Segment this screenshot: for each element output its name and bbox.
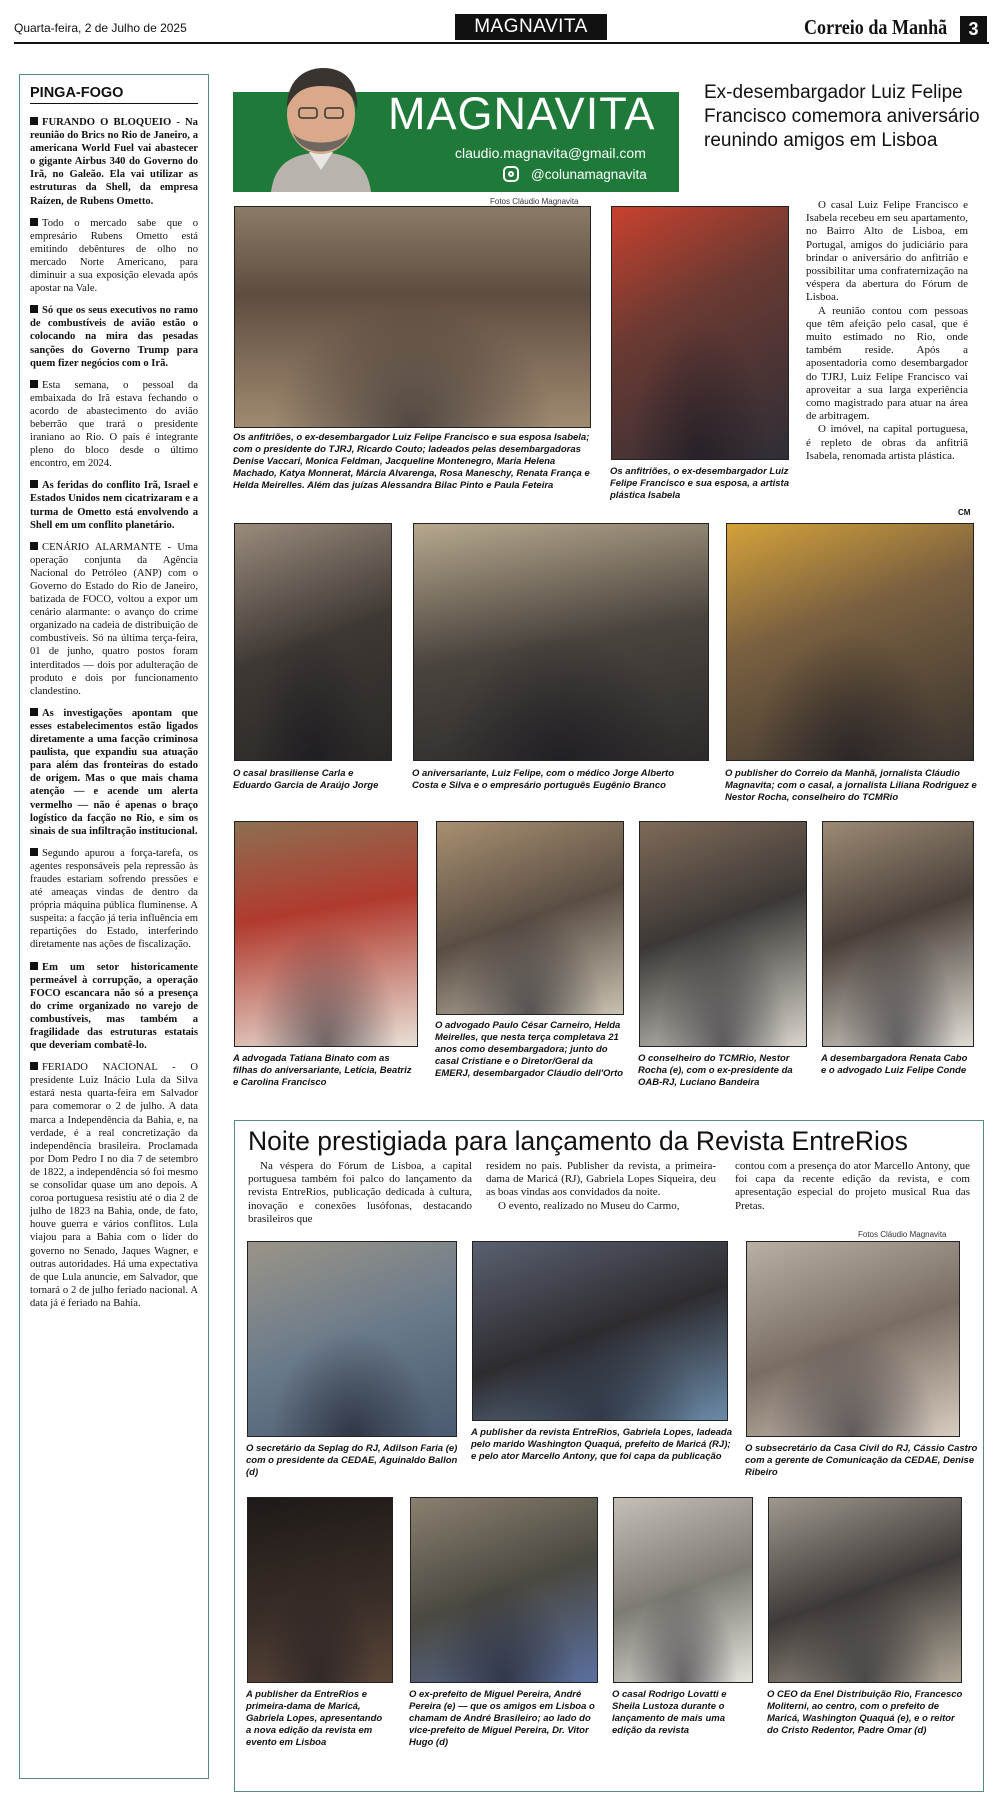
instagram-icon xyxy=(503,166,519,182)
caption-couple-carla-eduardo: O casal brasiliense Carla e Eduardo Garcia de Araújo Jorge xyxy=(233,768,379,791)
story1-paragraph: A reunião contou com pessoas que têm afeição pelo casal, que é muito estimado no Rio, onde também reside. Após a aposentadoria como desembargador do TJRJ, Luiz Felipe Francisco vai aproveitar a sua larga experiência como magistrado para atuar na área de arbitragem. xyxy=(806,304,968,423)
banner-email[interactable]: claudio.magnavita@gmail.com xyxy=(455,145,646,161)
caption-adilson-aguinaldo: O secretário da Seplag do RJ, Adilson Faria (e) com o presidente da CEDAE, Aguinaldo Ballon (d) xyxy=(246,1443,458,1478)
pinga-fogo-text: Em um setor historicamente permeável à corrupção, a operação FOCO escancara não só a presença do crime organizado no varejo de combustíveis, mas também a fragilidade das estruturas estatais que deveriam combatê-lo. xyxy=(30,961,198,1052)
bullet-square-icon xyxy=(30,218,38,226)
caption-rodrigo-sheila: O casal Rodrigo Lovatti e Sheila Lustoza durante o lançamento de mais uma edição da revista xyxy=(612,1689,727,1736)
page-number: 3 xyxy=(960,16,987,42)
column-banner xyxy=(233,88,679,192)
photo-publisher-couple xyxy=(726,523,974,761)
caption-cassio-denise: O subsecretário da Casa Civil do RJ, Cássio Castro com a gerente de Comunicação da CEDAE, Denise Ribeiro xyxy=(745,1443,978,1478)
bullet-square-icon xyxy=(30,1062,38,1070)
caption-tatiana-daughters: A advogada Tatiana Binato com as filhas do aniversariante, Letícia, Beatriz e Carolina Francisco xyxy=(233,1053,412,1088)
photo-renata-luiz xyxy=(822,821,974,1047)
pinga-fogo-paragraph xyxy=(30,304,198,369)
caption-gabriela-quaqua-marcello: A publisher da revista EntreRios, Gabriela Lopes, ladeada pelo marido Washington Quaquá, prefeito de Maricá (RJ); e pelo ator Marcello Antony, que foi capa da publicação xyxy=(471,1427,732,1462)
caption-group-judges: Os anfitriões, o ex-desembargador Luiz Felipe Francisco e sua esposa Isabela; com o presidente do TJRJ, Ricardo Couto; ladeados pelas desembargadoras Denise Vaccari, Monica Feldman, Jacqueline Montenegro, Maria Helena Machado, Katya Monnerat, Márcia Alvarenga, Rosa Maneschy, Renata França e Helda Meirelles. Além das juízas Alessandra Bilac Pinto e Paula Feteira xyxy=(233,432,590,491)
bullet-square-icon xyxy=(30,542,38,550)
photo-adilson-aguinaldo xyxy=(247,1241,457,1437)
pinga-fogo-paragraph xyxy=(30,961,198,1053)
photo-gabriela-stage xyxy=(247,1497,393,1683)
caption-francesco-quaqua-omar: O CEO da Enel Distribuição Rio, Francesco Moliterni, ao centro, com o prefeito de Maricá, Washington Quaquá (e), e o reitor do Cristo Redentor, Padre Omar (d) xyxy=(767,1689,963,1736)
caption-publisher-couple: O publisher do Correio da Manhã, jornalista Cláudio Magnavita; com o casal, a jornalista Liliana Rodriguez e Nestor Rocha, conselheiro do TCMRio xyxy=(725,768,977,803)
pinga-fogo-text: - O presidente Luiz Inácio Lula da Silva estará nesta quarta-feira em Salvador para comemorar o 2 de julho. A data marca a Independência da Bahia, e, na verdade, é a real concretização da independência brasileira. Proclamada por Dom Pedro I no dia 7 de setembro de 1822, a independência só foi mesmo se consolidar quase um ano depois. A coroa portuguesa resistiu até o dia 2 de julho de 1823 na Bahia, onde, de fato, houve guerra e vários conflitos. Lula viajou para a Bahia com o líder do governo no Senado, Jaques Wagner, e outras autoridades. Há uma expectativa de que Lula anuncie, em Salvador, que tornará o 2 de julho feriado nacional. A data já é feriado na Bahia. xyxy=(30,1062,198,1309)
caption-nestor-luciano: O conselheiro do TCMRio, Nestor Rocha (e), com o ex-presidente da OAB-RJ, Luciano Bandeira xyxy=(638,1053,793,1088)
photo-group-judges xyxy=(234,206,591,428)
header-section-title: MAGNAVITA xyxy=(455,14,607,40)
pinga-fogo-text: Segundo apurou a força-tarefa, os agentes responsáveis pela repressão às fraudes estariam sofrendo pressões e até ameaças vindas de dentro da própria máquina pública fluminense. A suspeita: a facção já teria influência em repartições do Estado, interferindo diretamente nas ações de fiscalização. xyxy=(30,847,198,951)
bullet-square-icon xyxy=(30,305,38,313)
header-rule xyxy=(14,42,989,44)
photo-rodrigo-sheila xyxy=(613,1497,753,1683)
story1-photo-credit: Fotos Cláudio Magnavita xyxy=(490,197,579,206)
pinga-fogo-paragraph xyxy=(30,1061,198,1310)
banner-name: MAGNAVITA xyxy=(388,88,656,139)
photo-nestor-luciano xyxy=(639,821,807,1047)
columnist-photo xyxy=(263,62,379,192)
pinga-fogo-text: Todo o mercado sabe que o empresário Rubens Ometto está emitindo debêntures de olho no mercado Norte Americano, para diminuir a sua exposição elevada após apostar na Vale. xyxy=(30,217,198,295)
caption-hosts: Os anfitriões, o ex-desembargador Luiz Felipe Francisco e sua esposa, a artista plástica Isabela xyxy=(610,466,789,501)
story1-signature: CM xyxy=(958,508,971,517)
caption-renata-luiz: A desembargadora Renata Cabo e o advogado Luiz Felipe Conde xyxy=(821,1053,968,1076)
pinga-fogo-title: PINGA-FOGO xyxy=(30,85,198,104)
pinga-fogo-paragraph xyxy=(30,379,198,471)
pinga-fogo-paragraph xyxy=(30,479,198,531)
bullet-square-icon xyxy=(30,380,38,388)
pinga-fogo-body xyxy=(30,116,198,1310)
caption-birthday-trio: O aniversariante, Luiz Felipe, com o médico Jorge Alberto Costa e Silva e o empresário português Eugênio Branco xyxy=(412,768,675,791)
pinga-fogo-text: Esta semana, o pessoal da embaixada do Irã estava fechando o acordo de abastecimento do avião beberrão que trará o presidente iraniano ao Rio. O país é integrante pleno do bloco desde o último encontro, em 2024. xyxy=(30,379,198,470)
photo-cassio-denise xyxy=(746,1241,960,1437)
photo-tatiana-daughters xyxy=(234,821,418,1047)
story1-body xyxy=(806,199,968,463)
caption-gabriela-stage: A publisher da EntreRios e primeira-dama de Maricá, Gabriela Lopes, apresentando a nova edição da revista em evento em Lisboa xyxy=(246,1689,383,1748)
caption-paulo-cesar-group: O advogado Paulo César Carneiro, Helda Meirelles, que nesta terça completava 21 anos como desembargadora; junto do casal Cristiane e o Diretor/Geral da EMERJ, desembargador Cláudio dell'Orto xyxy=(435,1020,624,1079)
photo-birthday-trio xyxy=(413,523,709,761)
pinga-fogo-column xyxy=(19,74,209,1779)
caption-andre-vitor: O ex-prefeito de Miguel Pereira, André Pereira (e) — que os amigos em Lisboa o chamam de André Brasileiro; ao lado do vice-prefeito de Miguel Pereira, Dr. Vitor Hugo (d) xyxy=(409,1689,595,1748)
story2-headline: Noite prestigiada para lançamento da Revista EntreRios xyxy=(248,1126,908,1156)
pinga-fogo-paragraph xyxy=(30,541,198,698)
pinga-fogo-paragraph xyxy=(30,707,198,838)
story1-headline: Ex-desembargador Luiz Felipe Francisco comemora aniversário reunindo amigos em Lisboa xyxy=(704,82,980,151)
pinga-fogo-paragraph xyxy=(30,217,198,296)
pinga-fogo-text: - Uma operação conjunta da Agência Nacional do Petróleo (ANP) com o Governo do Estado do Rio de Janeiro, batizada de FOCO, voltou a expor um cenário alarmante: o avanço do crime organizado na cadeia de distribuição de combustíveis. Só na última terça-feira, 01 de junho, quatro postos foram interditados — dois por adulteração de produto e dois por funcionamento clandestino. xyxy=(30,541,198,697)
story2-photo-credit: Fotos Cláudio Magnavita xyxy=(858,1230,947,1239)
photo-gabriela-quaqua-marcello xyxy=(472,1241,728,1421)
story2-body-col1: Na véspera do Fórum de Lisboa, a capital portuguesa também foi palco do lançamento da revista EntreRios, publicação dedicada à cultura, inovação e conexões lusófonas, destacando brasileiros que xyxy=(248,1160,472,1225)
photo-hosts xyxy=(611,206,789,460)
newspaper-logo: Correio da Manhã xyxy=(804,15,948,39)
story2-body-col2 xyxy=(486,1160,716,1213)
photo-andre-vitor xyxy=(410,1497,598,1683)
bullet-square-icon xyxy=(30,848,38,856)
pinga-fogo-text: - Na reunião do Brics no Rio de Janeiro, a americana World Fuel vai abastecer o gigante Airbus 340 do Governo do Irã, no Galeão. Ela vai utilizar as estruturas da Shell, da empresa Raízen, de Rubens Ometto. xyxy=(30,117,198,207)
story1-paragraph: O imóvel, na capital portuguesa, é repleto de obras da anfitriã Isabela, renomada artista plástica. xyxy=(806,423,968,462)
pinga-fogo-lead: CENÁRIO ALARMANTE xyxy=(42,541,162,553)
pinga-fogo-paragraph xyxy=(30,116,198,208)
pinga-fogo-text: As investigações apontam que esses estabelecimentos estão ligados diretamente a uma facção criminosa paulista, que expandiu sua atuação para além das fronteiras do estado de origem. Mas o que mais chama atenção — e acende um alerta vermelho — não é apenas o braço logístico da facção no Rio, e sim os sinais de sua infiltração institucional. xyxy=(30,707,198,837)
story2-paragraph: O evento, realizado no Museu do Carmo, xyxy=(498,1199,680,1212)
bullet-square-icon xyxy=(30,708,38,716)
pinga-fogo-text: As feridas do conflito Irã, Israel e Estados Unidos nem cicatrizaram e a turma de Ometto está envolvendo a Shell em um conflito planetário. xyxy=(30,480,198,531)
story1-paragraph: O casal Luiz Felipe Francisco e Isabela recebeu em seu apartamento, no Bairro Alto de Lisboa, em Portugal, amigos do judiciário para brindar o aniversário do anfitrião e possibilitar uma confraternização na véspera da abertura do Fórum de Lisboa. xyxy=(806,199,968,304)
photo-couple-carla-eduardo xyxy=(234,523,392,761)
photo-francesco-quaqua-omar xyxy=(768,1497,962,1683)
bullet-square-icon xyxy=(30,962,38,970)
pinga-fogo-lead: FURANDO O BLOQUEIO xyxy=(42,117,172,128)
photo-paulo-cesar-group xyxy=(436,821,624,1015)
pinga-fogo-text: Só que os seus executivos no ramo de combustíveis de avião estão o colocando na mira das pesadas sanções do Governo Trump para quem fizer negócios com o Irã. xyxy=(30,305,198,369)
pinga-fogo-lead: FERIADO NACIONAL xyxy=(42,1062,158,1074)
story2-paragraph: residem no país. Publisher da revista, a primeira-dama de Maricá (RJ), Gabriela Lopes Siqueira, deu as boas vindas aos convidados da noite. xyxy=(486,1160,716,1199)
story2-body-col3: contou com a presença do ator Marcello Antony, que foi capa da recente edição da revista, e com apresentação especial do projeto musical Rua das Pretas. xyxy=(735,1160,970,1212)
bullet-square-icon xyxy=(30,117,38,125)
banner-instagram[interactable]: @colunamagnavita xyxy=(531,167,647,182)
bullet-square-icon xyxy=(30,480,38,488)
pinga-fogo-paragraph xyxy=(30,847,198,952)
header-date: Quarta-feira, 2 de Julho de 2025 xyxy=(14,21,187,35)
